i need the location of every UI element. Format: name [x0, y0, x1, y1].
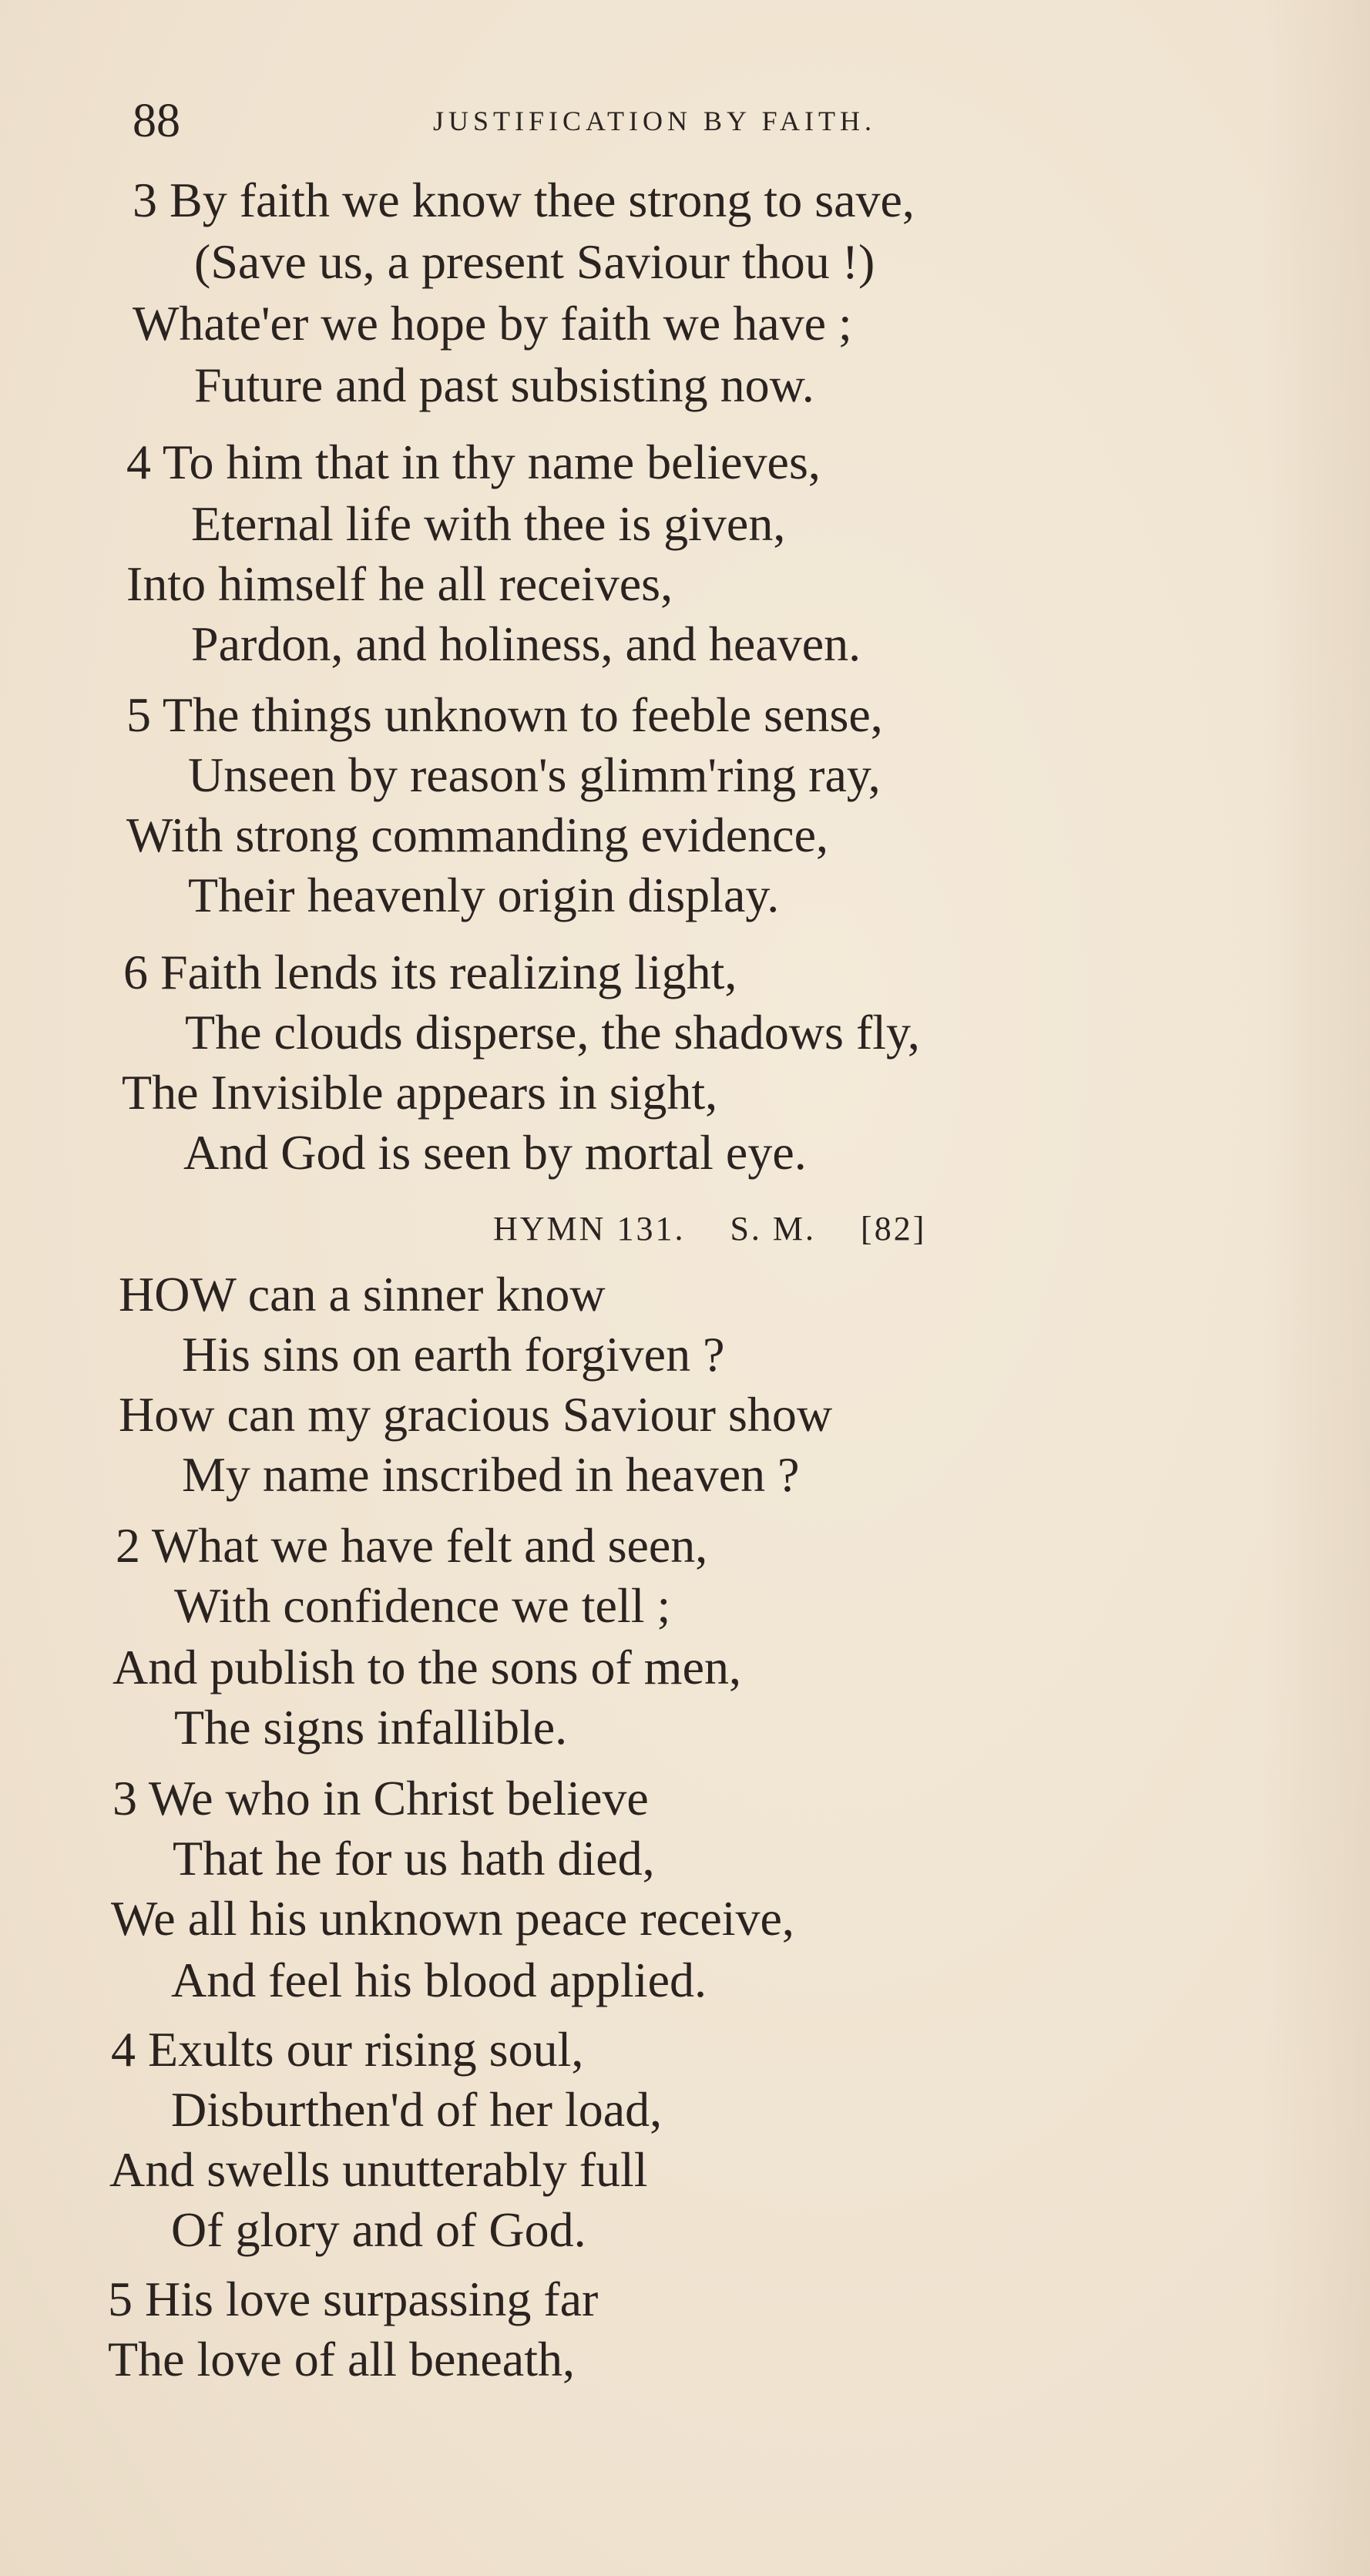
hymn-heading — [493, 1202, 960, 1256]
hymn-tune: [82] — [861, 1210, 927, 1248]
verse-line: How can my gracious Saviour show — [119, 1387, 833, 1442]
verse-line: The signs infallible. — [174, 1700, 568, 1755]
verse-line: 5 His love surpassing far — [108, 2272, 599, 2326]
page-number: 88 — [133, 95, 180, 147]
verse-line: The Invisible appears in sight, — [122, 1065, 718, 1120]
verse-line: The love of all beneath, — [108, 2332, 575, 2386]
verse-line: Future and past subsisting now. — [194, 358, 814, 412]
verse-line: Their heavenly origin display. — [188, 868, 780, 922]
verse-line: And God is seen by mortal eye. — [183, 1125, 807, 1180]
running-title: JUSTIFICATION BY FAITH. — [433, 106, 877, 136]
verse-line: And publish to the sons of men, — [112, 1640, 741, 1694]
hymn-meter: S. M. — [730, 1210, 817, 1248]
verse-line: With strong commanding evidence, — [126, 808, 828, 862]
verse-line: 5 The things unknown to feeble sense, — [126, 687, 883, 742]
verse-line: Into himself he all receives, — [126, 556, 673, 611]
verse-line: Pardon, and holiness, and heaven. — [191, 616, 861, 671]
verse-line: Unseen by reason's glimm'ring ray, — [188, 747, 881, 802]
verse-line: That he for us hath died, — [173, 1831, 655, 1886]
verse-line: My name inscribed in heaven ? — [182, 1447, 800, 1502]
verse-line: 3 We who in Christ believe — [112, 1771, 649, 1825]
verse-line: 6 Faith lends its realizing light, — [123, 945, 737, 999]
hymn-number: HYMN 131. — [493, 1210, 686, 1248]
verse-line: HOW can a sinner know — [119, 1267, 606, 1322]
verse-line: Of glory and of God. — [171, 2202, 586, 2257]
verse-line: 4 To him that in thy name believes, — [126, 435, 821, 489]
verse-line: 3 By faith we know thee strong to save, — [133, 173, 915, 227]
verse-line: His sins on earth forgiven ? — [182, 1327, 725, 1382]
verse-line: Whate'er we hope by faith we have ; — [133, 296, 852, 351]
verse-line: The clouds disperse, the shadows fly, — [185, 1005, 920, 1060]
verse-line: (Save us, a present Saviour thou !) — [194, 234, 875, 289]
verse-line: Disburthen'd of her load, — [171, 2082, 663, 2137]
verse-line: 2 What we have felt and seen, — [116, 1518, 708, 1573]
verse-line: 4 Exults our rising soul, — [111, 2022, 584, 2077]
verse-line: We all his unknown peace receive, — [111, 1891, 794, 1946]
verse-line: And feel his blood applied. — [171, 1953, 707, 2007]
verse-line: And swells unutterably full — [109, 2142, 648, 2197]
verse-line: Eternal life with thee is given, — [191, 496, 786, 551]
verse-line: With confidence we tell ; — [174, 1578, 671, 1633]
